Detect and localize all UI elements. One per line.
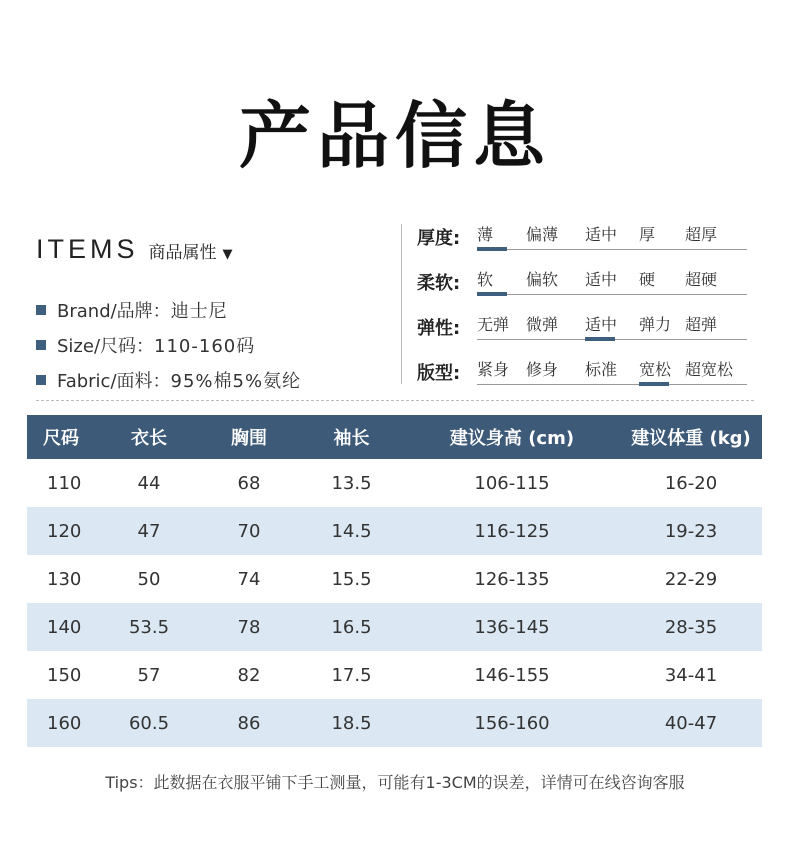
- table-cell: 60.5: [128, 712, 170, 734]
- header-cell: 胸围: [231, 428, 267, 449]
- attribute-option: 无弹: [477, 315, 510, 334]
- table-cell: 156-160: [474, 712, 550, 734]
- square-bullet-icon: [36, 375, 46, 385]
- table-cell: 16.5: [331, 616, 372, 638]
- table-header: [27, 415, 762, 459]
- attribute-option: 偏薄: [526, 225, 559, 244]
- attribute-scale-line: [477, 249, 747, 250]
- product-info-list: [36, 292, 301, 397]
- table-cell: 40-47: [664, 712, 718, 734]
- attribute-option: 超硬: [685, 270, 718, 289]
- table-cell: 82: [237, 664, 261, 686]
- table-cell: 17.5: [331, 664, 372, 686]
- table-cell: 106-115: [474, 472, 550, 494]
- table-cell: 28-35: [664, 616, 718, 638]
- table-body: [27, 459, 762, 747]
- table-cell: 16-20: [664, 472, 718, 494]
- info-brand: [36, 292, 301, 327]
- info-size: [36, 327, 301, 362]
- header-cell: 尺码: [43, 428, 79, 449]
- attribute-label: 弹性:: [417, 318, 461, 339]
- attribute-scale-line: [477, 384, 747, 385]
- table-cell: 74: [237, 568, 261, 590]
- attribute-row: [417, 259, 757, 304]
- attribute-label: 柔软:: [417, 273, 461, 294]
- attribute-label: 版型:: [417, 363, 461, 384]
- header-cell: 建议体重 (kg): [631, 428, 751, 449]
- table-cell: 18.5: [331, 712, 372, 734]
- table-cell: 140: [47, 616, 82, 638]
- square-bullet-icon: [36, 340, 46, 350]
- table-cell: 15.5: [331, 568, 372, 590]
- attribute-row: [417, 214, 757, 259]
- attribute-option: 标准: [585, 360, 618, 379]
- square-bullet-icon: [36, 305, 46, 315]
- attribute-scale-line: [477, 294, 747, 295]
- attribute-option: 微弹: [526, 315, 559, 334]
- info-label: Fabric/面料：: [57, 370, 171, 392]
- header-cell: 建议身高 (cm): [449, 428, 575, 449]
- table-row: [27, 555, 762, 603]
- attribute-option: 超宽松: [685, 360, 734, 379]
- table-cell: 50: [137, 568, 161, 590]
- attribute-option: 适中: [585, 225, 618, 244]
- attribute-option: 偏软: [526, 270, 559, 289]
- table-cell: 19-23: [664, 520, 718, 542]
- attribute-selected-marker: [477, 247, 507, 251]
- table-row: [27, 459, 762, 507]
- attribute-selected-marker: [639, 382, 669, 386]
- table-cell: 86: [237, 712, 261, 734]
- info-label: Size/尺码：: [57, 335, 155, 357]
- table-cell: 68: [237, 472, 261, 494]
- dashed-divider: [36, 400, 754, 401]
- table-cell: 22-29: [664, 568, 718, 590]
- table-row: [27, 507, 762, 555]
- table-row: [27, 651, 762, 699]
- tips-note: Tips：此数据在衣服平铺下手工测量，可能有1-3CM的误差，详情可在线咨询客服: [105, 773, 685, 792]
- table-cell: 47: [137, 520, 161, 542]
- info-label: Brand/品牌：: [57, 300, 171, 322]
- attribute-option: 超厚: [685, 225, 718, 244]
- triangle-down-icon: ▼: [222, 247, 233, 262]
- table-row: [27, 603, 762, 651]
- table-cell: 53.5: [128, 616, 170, 638]
- table-cell: 70: [237, 520, 261, 542]
- table-cell: 78: [237, 616, 261, 638]
- info-value: 迪士尼: [170, 300, 228, 322]
- table-cell: 136-145: [474, 616, 550, 638]
- attribute-row: [417, 304, 757, 349]
- attribute-scales: [417, 214, 757, 394]
- attribute-option: 适中: [585, 315, 618, 334]
- attribute-row: [417, 349, 757, 394]
- table-cell: 150: [47, 664, 82, 686]
- attribute-option: 硬: [639, 270, 656, 289]
- attribute-option: 弹力: [639, 315, 672, 334]
- items-subtitle: 商品属性: [148, 243, 217, 263]
- attribute-selected-marker: [477, 292, 507, 296]
- attribute-option: 紧身: [477, 360, 510, 379]
- table-cell: 116-125: [474, 520, 550, 542]
- info-fabric: [36, 362, 301, 397]
- table-cell: 146-155: [474, 664, 550, 686]
- page-title: 产品信息: [238, 94, 551, 178]
- header-cell: 衣长: [131, 428, 167, 449]
- table-cell: 160: [47, 712, 82, 734]
- attribute-selected-marker: [585, 337, 615, 341]
- attribute-option: 适中: [585, 270, 618, 289]
- table-row: [27, 699, 762, 747]
- table-cell: 130: [47, 568, 82, 590]
- attribute-option: 修身: [526, 360, 559, 379]
- attribute-option: 超弹: [685, 315, 718, 334]
- table-cell: 120: [47, 520, 82, 542]
- attribute-option: 软: [477, 270, 494, 289]
- attribute-option: 薄: [477, 225, 494, 244]
- vertical-divider: [401, 224, 402, 384]
- table-cell: 126-135: [474, 568, 550, 590]
- header-cell: 袖长: [333, 428, 370, 449]
- table-cell: 57: [137, 664, 161, 686]
- items-word: ITEMS: [36, 234, 139, 264]
- table-cell: 14.5: [331, 520, 372, 542]
- table-cell: 13.5: [331, 472, 372, 494]
- size-table: [27, 415, 762, 747]
- info-value: 95%棉5%氨纶: [170, 370, 302, 392]
- attribute-option: 宽松: [639, 360, 672, 379]
- table-cell: 110: [47, 472, 82, 494]
- items-header: [36, 234, 233, 265]
- table-cell: 44: [137, 472, 161, 494]
- table-cell: 34-41: [664, 664, 718, 686]
- attribute-option: 厚: [639, 225, 656, 244]
- info-value: 110-160码: [154, 335, 256, 357]
- attribute-label: 厚度:: [417, 228, 461, 249]
